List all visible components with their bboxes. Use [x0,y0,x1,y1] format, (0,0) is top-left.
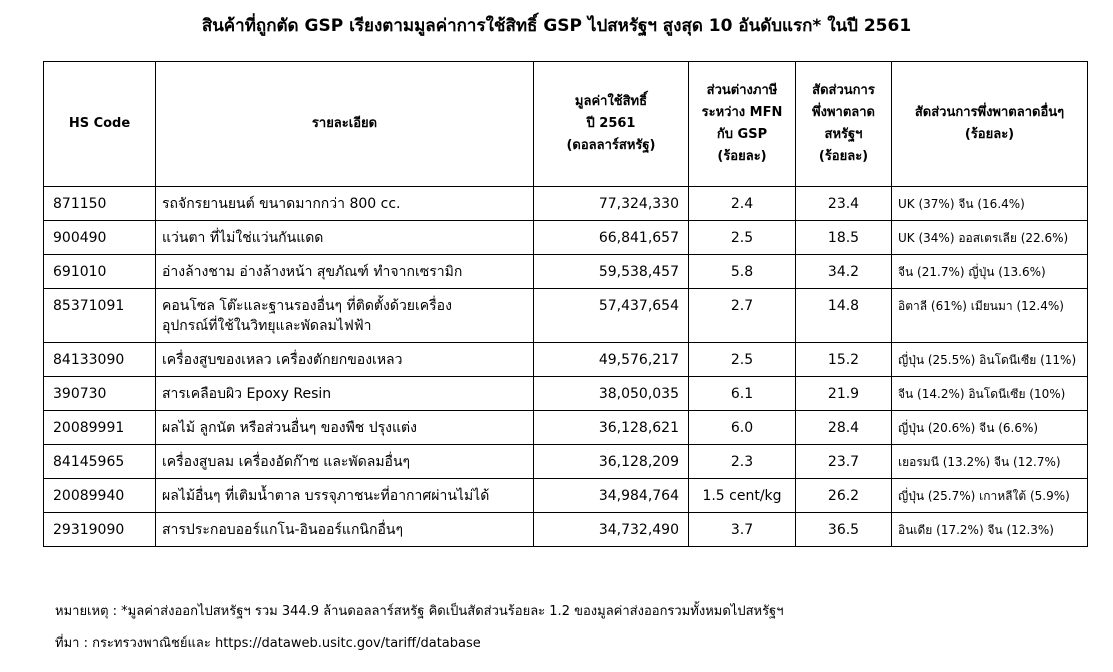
header-hs-code: HS Code [44,62,156,187]
hs-code-cell: 20089940 [44,479,156,513]
gsp-value-cell: 57,437,654 [534,289,689,343]
source-note: ที่มา : กระทรวงพาณิชย์และ https://dataweb.usitc.gov/tariff/database [55,636,481,651]
table-row [44,411,1088,445]
description-cell: อ่างล้างชาม อ่างล้างหน้า สุขภัณฑ์ ทำจากเซรามิก [156,255,534,289]
other-markets-cell: ญี่ปุ่น (25.5%) อินโดนีเซีย (11%) [892,343,1088,377]
description-cell: รถจักรยานยนต์ ขนาดมากกว่า 800 cc. [156,187,534,221]
description-cell: ผลไม้ ลูกนัต หรือส่วนอื่นๆ ของพืช ปรุงแต่ง [156,411,534,445]
other-markets-cell: UK (34%) ออสเตรเลีย (22.6%) [892,221,1088,255]
hs-code-cell: 85371091 [44,289,156,343]
us-share-cell: 28.4 [796,411,892,445]
description-cell: เครื่องสูบลม เครื่องอัดก๊าซ และพัดลมอื่นๆ [156,445,534,479]
header-gsp-value: มูลค่าใช้สิทธิ์ ปี 2561 (ดอลลาร์สหรัฐ) [534,62,689,187]
hs-code-cell: 29319090 [44,513,156,547]
hs-code-cell: 691010 [44,255,156,289]
table-row [44,221,1088,255]
header-tariff-difference: ส่วนต่างภาษี ระหว่าง MFN กับ GSP (ร้อยละ) [689,62,796,187]
header-row [44,62,1088,187]
hs-code-cell: 390730 [44,377,156,411]
tariff-difference-cell: 2.5 [689,221,796,255]
other-markets-cell: UK (37%) จีน (16.4%) [892,187,1088,221]
other-markets-cell: ญี่ปุ่น (20.6%) จีน (6.6%) [892,411,1088,445]
table-row [44,513,1088,547]
hs-code-cell: 20089991 [44,411,156,445]
hs-code-cell: 84145965 [44,445,156,479]
gsp-table [43,61,1088,547]
us-share-cell: 14.8 [796,289,892,343]
table-row [44,479,1088,513]
tariff-difference-cell: 2.5 [689,343,796,377]
us-share-cell: 15.2 [796,343,892,377]
us-share-cell: 21.9 [796,377,892,411]
gsp-value-cell: 36,128,209 [534,445,689,479]
table-row [44,377,1088,411]
gsp-value-cell: 49,576,217 [534,343,689,377]
header-description: รายละเอียด [156,62,534,187]
description-cell: ผลไม้อื่นๆ ที่เติมน้ำตาล บรรจุภาชนะที่อากาศผ่านไม่ได้ [156,479,534,513]
description-cell: สารประกอบออร์แกโน-อินออร์แกนิกอื่นๆ [156,513,534,547]
tariff-difference-cell: 6.0 [689,411,796,445]
description-cell: สารเคลือบผิว Epoxy Resin [156,377,534,411]
other-markets-cell: อินเดีย (17.2%) จีน (12.3%) [892,513,1088,547]
tariff-difference-cell: 2.7 [689,289,796,343]
tariff-difference-cell: 5.8 [689,255,796,289]
header-us-market-share: สัดส่วนการ พึ่งพาตลาด สหรัฐฯ (ร้อยละ) [796,62,892,187]
gsp-value-cell: 66,841,657 [534,221,689,255]
table-row [44,187,1088,221]
gsp-value-cell: 34,732,490 [534,513,689,547]
tariff-difference-cell: 2.4 [689,187,796,221]
us-share-cell: 36.5 [796,513,892,547]
us-share-cell: 26.2 [796,479,892,513]
other-markets-cell: ญี่ปุ่น (25.7%) เกาหลีใต้ (5.9%) [892,479,1088,513]
other-markets-cell: จีน (14.2%) อินโดนีเซีย (10%) [892,377,1088,411]
table-row [44,445,1088,479]
hs-code-cell: 871150 [44,187,156,221]
table-row [44,289,1088,343]
gsp-value-cell: 38,050,035 [534,377,689,411]
gsp-value-cell: 34,984,764 [534,479,689,513]
description-cell: เครื่องสูบของเหลว เครื่องตักยกของเหลว [156,343,534,377]
other-markets-cell: อิตาลี (61%) เมียนมา (12.4%) [892,289,1088,343]
description-cell: แว่นตา ที่ไม่ใช่แว่นกันแดด [156,221,534,255]
gsp-value-cell: 36,128,621 [534,411,689,445]
us-share-cell: 18.5 [796,221,892,255]
gsp-value-cell: 59,538,457 [534,255,689,289]
other-markets-cell: จีน (21.7%) ญี่ปุ่น (13.6%) [892,255,1088,289]
us-share-cell: 23.4 [796,187,892,221]
tariff-difference-cell: 1.5 cent/kg [689,479,796,513]
footnote: หมายเหตุ : *มูลค่าส่งออกไปสหรัฐฯ รวม 344.9 ล้านดอลลาร์สหรัฐ คิดเป็นสัดส่วนร้อยละ 1.2 ของมูลค่าส่งออกรวมทั้งหมดไปสหรัฐฯ [55,604,784,619]
table-row [44,343,1088,377]
hs-code-cell: 84133090 [44,343,156,377]
tariff-difference-cell: 6.1 [689,377,796,411]
tariff-difference-cell: 2.3 [689,445,796,479]
table-row [44,255,1088,289]
gsp-value-cell: 77,324,330 [534,187,689,221]
us-share-cell: 34.2 [796,255,892,289]
us-share-cell: 23.7 [796,445,892,479]
tariff-difference-cell: 3.7 [689,513,796,547]
description-cell: คอนโซล โต๊ะและฐานรองอื่นๆ ที่ติดตั้งด้วยเครื่อง อุปกรณ์ที่ใช้ในวิทยุและพัดลมไฟฟ้า [156,289,534,343]
page-title: สินค้าที่ถูกตัด GSP เรียงตามมูลค่าการใช้สิทธิ์ GSP ไปสหรัฐฯ สูงสุด 10 อันดับแรก* ในปี 2561 [201,16,912,36]
header-other-markets-share: สัดส่วนการพึ่งพาตลาดอื่นๆ (ร้อยละ) [892,62,1088,187]
hs-code-cell: 900490 [44,221,156,255]
other-markets-cell: เยอรมนี (13.2%) จีน (12.7%) [892,445,1088,479]
